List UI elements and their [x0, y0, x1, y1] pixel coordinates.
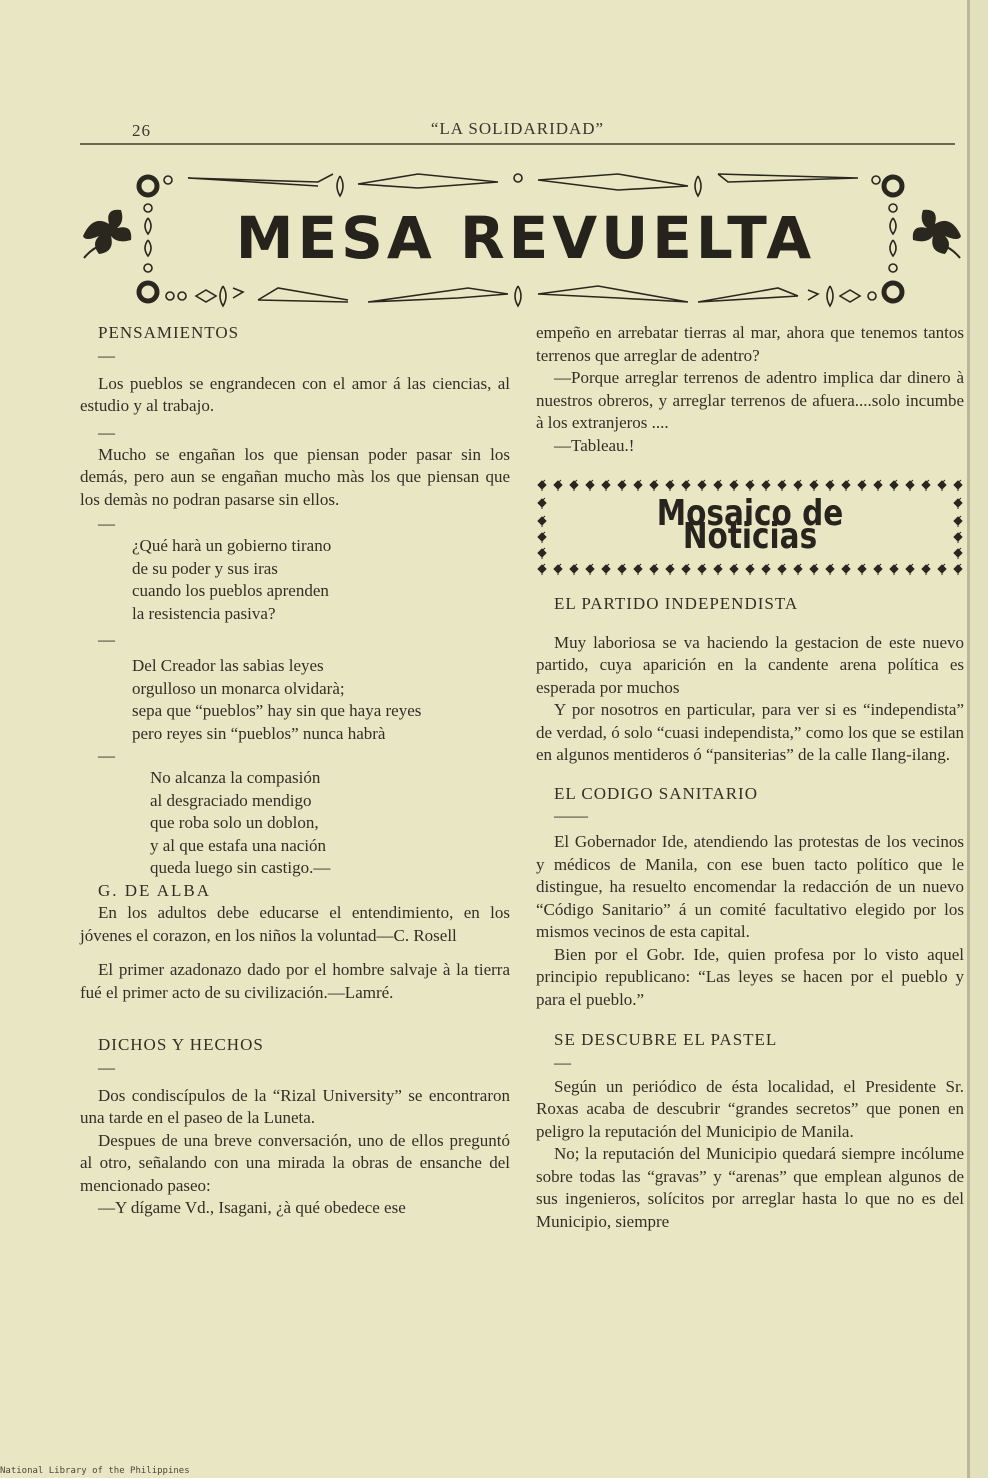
verse-line: ¿Qué harà un gobierno tirano	[132, 536, 332, 555]
page-header	[80, 119, 955, 141]
verse-line: que roba solo un doblon,	[150, 813, 319, 832]
signature: G. DE ALBA	[98, 880, 212, 900]
section-dash: —	[98, 1057, 115, 1077]
verse-line: sepa que “pueblos” hay sin que haya reyes	[132, 701, 422, 720]
section-dash: —	[98, 345, 115, 365]
pensamiento-paragraph-1: Los pueblos se engrandecen con el amor á las ciencias, al estudio y al trabajo.	[80, 373, 510, 415]
right-column	[536, 322, 964, 1233]
spacer	[536, 616, 964, 632]
verse-line: queda luego sin castigo.—	[150, 858, 331, 877]
dichos-paragraph-1: Dos condiscípulos de la “Rizal University” se encontraron una tarde en el paseo de la Luneta.	[80, 1085, 510, 1127]
verse-line: pero reyes sin “pueblos” nunca habrà	[132, 723, 386, 743]
spacer	[80, 1004, 510, 1034]
verse-line: cuando los pueblos aprenden	[132, 581, 329, 600]
verse-line: orgulloso un monarca olvidarà;	[132, 678, 345, 698]
separator-dash: —	[98, 630, 115, 649]
verse-line: y al que estafa una nación	[150, 835, 327, 855]
separator-dash: —	[98, 422, 115, 442]
partido-paragraph-2: Y por nosotros en particular, para ver si es “independista” de verdad, ó solo “cuasi independista,” como los que se estilan en algunos mentideros ó “pansiterias” de la calle Ilang-ilang.	[536, 700, 964, 764]
page-margin	[970, 0, 988, 1478]
pensamiento-paragraph-4: El primer azadonazo dado por el hombre salvaje à la tierra fué el primer acto de su civilización.—Lamré.	[80, 960, 510, 1002]
codigo-heading: EL CODIGO SANITARIO	[554, 783, 758, 803]
verse-line: la resistencia pasiva?	[132, 603, 276, 623]
pensamiento-paragraph-2: Mucho se engañan los que piensan poder pasar sin los demás, pero aun se engañan mucho màs los que piensan que los demàs no podran pasarse sin ellos.	[80, 444, 510, 509]
dichos-paragraph-3: —Y dígame Vd., Isagani, ¿à qué obedece ese	[98, 1198, 406, 1217]
separator-dash: —	[98, 746, 115, 765]
verse-1	[80, 535, 510, 625]
verse-line: de su poder y sus iras	[132, 558, 278, 578]
left-column	[80, 322, 510, 1220]
page-edge-line	[967, 0, 970, 1478]
verse-2	[80, 655, 510, 745]
partido-heading: EL PARTIDO INDEPENDISTA	[554, 594, 799, 613]
mesa-revuelta-banner	[78, 168, 966, 308]
separator-dash: —	[98, 514, 115, 533]
pastel-paragraph-1: Según un periódico de ésta localidad, el Presidente Sr. Roxas acaba de descubrir “grandes secretos” que ponen en peligro la reputación del Municipio de Manila.	[536, 1076, 964, 1141]
section-dash: —	[554, 1052, 571, 1072]
dichos-continued-1: empeño en arrebatar tierras al mar, ahora que tenemos tantos terrenos que arreglar de adentro?	[536, 323, 964, 365]
pensamientos-heading: PENSAMIENTOS	[98, 323, 240, 342]
codigo-paragraph-1: El Gobernador Ide, atendiendo las protestas de los vecinos y médicos de Manila, con ese buen tacto político que le distingue, ha resuelto encomendar la redacción de un nuevo “Código Sanitario” á un comité facultativo elegido por los mismos vecinos de esta capital.	[536, 832, 964, 941]
dichos-heading: DICHOS Y HECHOS	[98, 1035, 264, 1054]
spacer	[536, 1011, 964, 1029]
spacer	[80, 947, 510, 959]
partido-paragraph-1: Muy laboriosa se va haciendo la gestacion de este nuevo partido, cuya aparición en la candente arena política es esperada por muchos	[536, 632, 964, 697]
dichos-paragraph-2: Despues de una breve conversación, uno de ellos preguntó al otro, señalando con una mirada la obras de ensanche del mencionado paseo:	[80, 1130, 510, 1195]
verse-line: al desgraciado mendigo	[150, 790, 312, 810]
dichos-continued-3: —Tableau.!	[554, 435, 635, 455]
verse-line: Del Creador las sabias leyes	[132, 656, 324, 675]
section-dash: ——	[554, 806, 588, 825]
pastel-heading: SE DESCUBRE EL PASTEL	[554, 1030, 778, 1049]
page-number: 26	[132, 121, 151, 140]
pensamiento-paragraph-3: En los adultos debe educarse el entendimiento, en los jóvenes el corazon, en los niños la voluntad—C. Rosell	[80, 903, 510, 945]
verse-line: No alcanza la compasión	[150, 768, 321, 787]
mosaico-title: Mosaico de Noticias	[656, 493, 844, 557]
library-credit: National Library of the Philippines	[0, 1466, 190, 1476]
banner-title: MESA REVUELTA	[235, 204, 816, 272]
header-rule	[80, 143, 955, 145]
verse-3	[80, 767, 510, 880]
pastel-paragraph-2: No; la reputación del Municipio quedará siempre incólume sobre todas las “gravas” y “arenas” que emplean algunos de sus ingenieros, solícitos por arreglar hasta lo que no es del Municipio, siempre	[536, 1144, 964, 1231]
journal-title: “LA SOLIDARIDAD”	[430, 119, 605, 138]
codigo-paragraph-2: Bien por el Gobr. Ide, quien profesa por lo visto aquel principio republicano: “Las leyes se hacen por el pueblo y para el pueblo.”	[536, 944, 964, 1009]
dichos-continued-2: —Porque arreglar terrenos de adentro implica dar dinero à nuestros obreros, y arreglar terrenos de afuera....solo incumbe à los extranjeros ....	[536, 368, 964, 432]
spacer	[536, 767, 964, 783]
mosaico-banner	[536, 479, 964, 579]
